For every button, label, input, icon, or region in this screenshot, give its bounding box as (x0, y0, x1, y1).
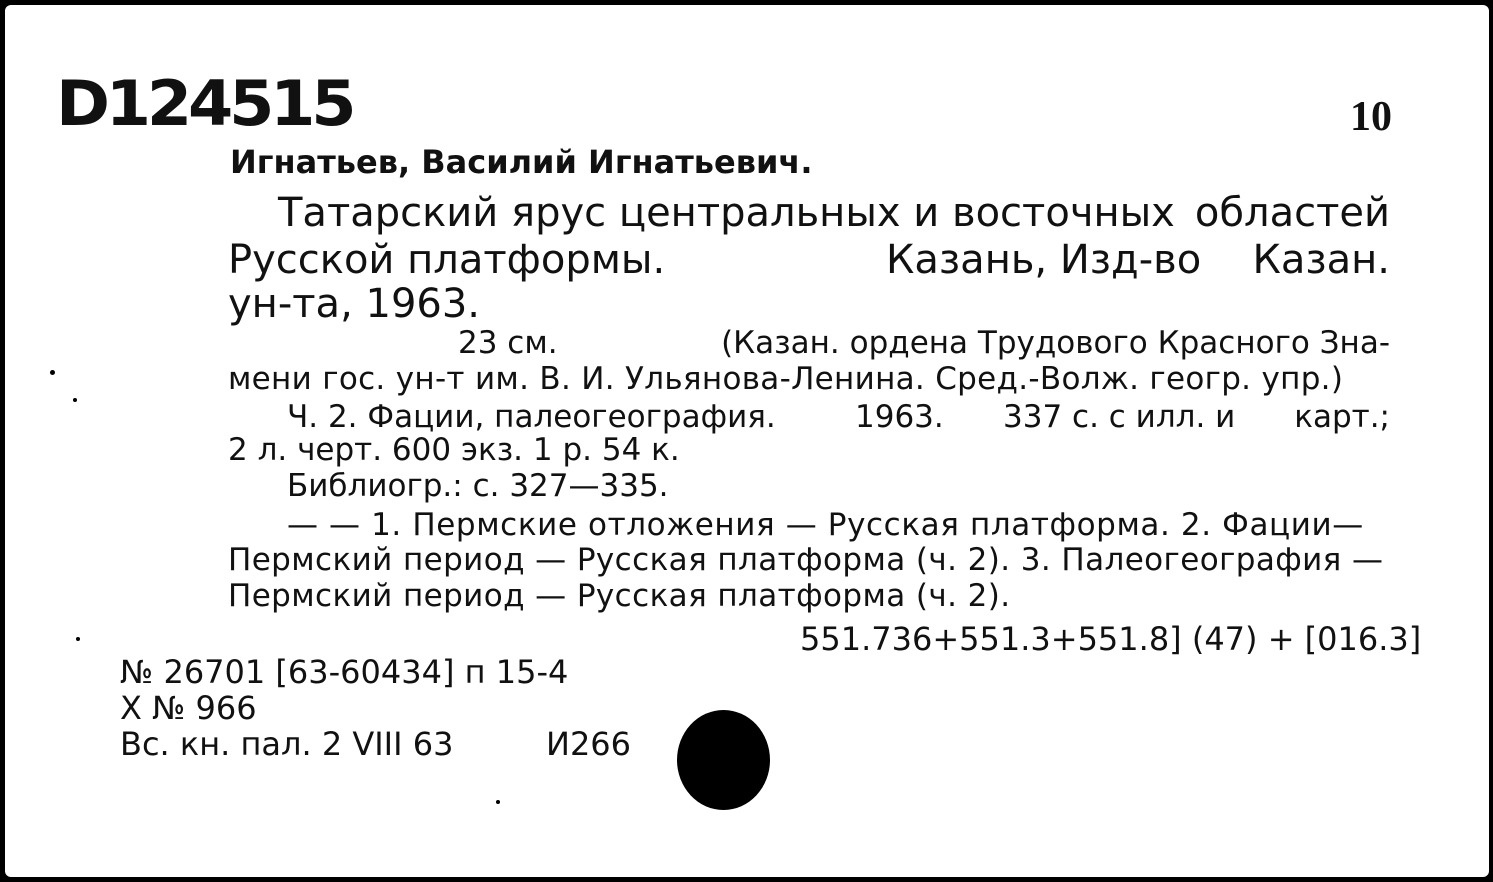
punch-hole-dot (677, 710, 770, 810)
title-line-1 (278, 190, 1390, 236)
speck (73, 398, 77, 402)
desc-line-3 (287, 399, 1390, 435)
publisher-text: Казань, Изд-во (886, 237, 1202, 283)
title-text: Русской платформы. (228, 237, 666, 283)
desc-text: 337 с. с илл. и (1003, 399, 1236, 435)
desc-line-2: мени гос. ун-т им. В. И. Ульянова-Ленина. Сред.-Волж. геогр. упр.) (228, 361, 1344, 397)
desc-line-4: 2 л. черт. 600 экз. 1 р. 54 к. (228, 432, 680, 468)
footer-line-1: № 26701 [63-60434] п 15-4 (120, 653, 569, 691)
catalog-card (5, 5, 1489, 877)
speck (496, 800, 500, 804)
title-text: областей (1194, 190, 1390, 236)
title-line-3: ун-та, 1963. (228, 281, 481, 327)
desc-text: 23 см. (458, 325, 558, 361)
desc-line-1 (458, 325, 1390, 361)
desc-text: карт.; (1294, 399, 1390, 435)
desc-line-5: Библиогр.: с. 327—335. (287, 468, 669, 504)
title-text: Татарский ярус центральных и восточных (278, 190, 1175, 236)
desc-line-6: — — 1. Пермские отложения — Русская платформа. 2. Фации— (287, 507, 1364, 543)
speck (76, 637, 80, 641)
title-line-2 (228, 237, 1390, 283)
desc-line-8: Пермский период — Русская платформа (ч. 2). (228, 578, 1011, 614)
footer-code: И266 (546, 725, 632, 763)
footer-line-3: Вс. кн. пал. 2 VIII 63 (120, 725, 454, 763)
desc-text: 1963. (855, 399, 944, 435)
author-heading: Игнатьев, Василий Игнатьевич. (230, 143, 813, 181)
inventory-stamp: D124515 (55, 67, 353, 140)
publisher-text: Казан. (1252, 237, 1390, 283)
speck (50, 370, 55, 375)
footer-line-2: X № 966 (120, 689, 257, 727)
desc-line-7: Пермский период — Русская платформа (ч. 2). 3. Палеогеография — (228, 542, 1384, 578)
desc-text: Ч. 2. Фации, палеогеография. (287, 399, 776, 435)
desc-text: (Казан. ордена Трудового Красного Зна- (721, 325, 1390, 361)
udc-classification: 551.736+551.3+551.8] (47) + [016.3] (800, 620, 1422, 658)
card-number: 10 (1350, 94, 1392, 140)
